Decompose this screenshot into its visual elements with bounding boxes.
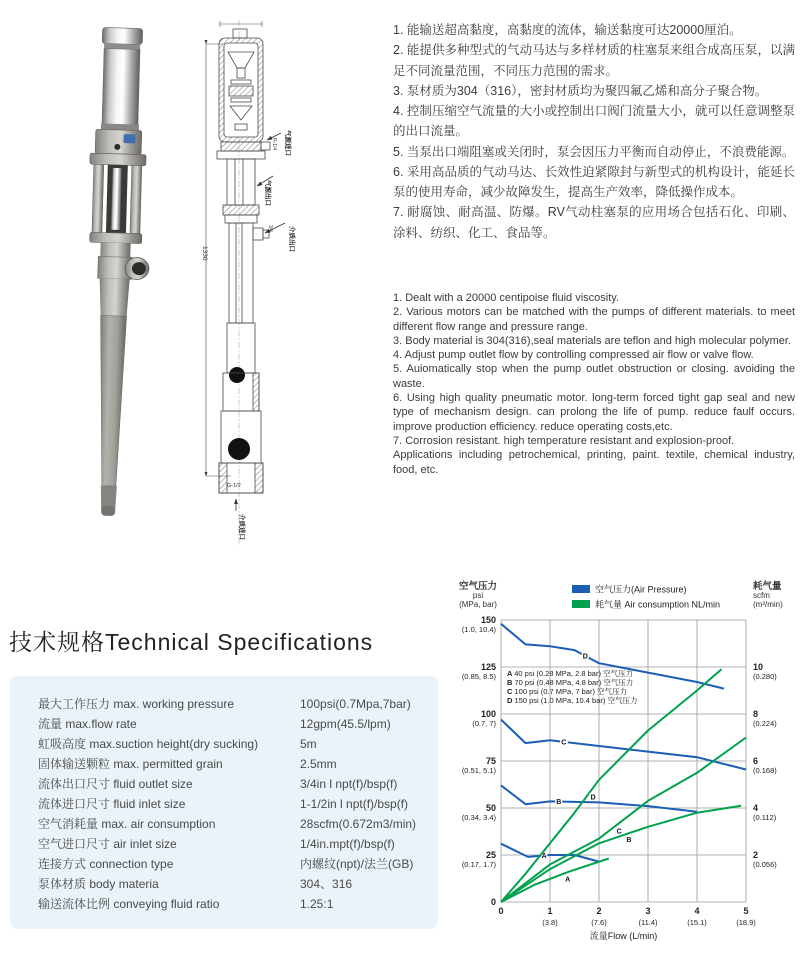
y-left-axis-title: psi: [472, 591, 484, 600]
feature-item: 5. Auiomatically stop when the pump outlet obstruction or closing. avoiding the waste.: [393, 363, 795, 390]
spec-label: 连接方式 connection type: [38, 857, 174, 871]
feature-item: 1. 能输送超高黏度，高黏度的流体，输送黏度可达20000厘泊。: [393, 23, 742, 37]
x-tick-sub: (18.9): [736, 918, 756, 927]
pump-photo: [58, 16, 208, 521]
pump-photo-art: [80, 27, 156, 517]
spec-row: [10, 814, 438, 834]
annotation-line: D 150 psi (1.0 MPa, 10.4 bar) 空气压力: [507, 696, 638, 705]
spec-row: [10, 774, 438, 794]
y-right-axis-title: 耗气量: [753, 581, 782, 592]
feature-item: 6. 采用高品质的气动马达、长效性迫紧隙封与新型式的机构设计，能延长泵的使用寿命，减少故障发生，提高生产效率，降低操作成本。: [393, 164, 795, 199]
spec-value: 1/4in.mpt(f)/bsp(f): [300, 837, 395, 851]
y-right-axis-title: (m³/min): [753, 600, 783, 609]
y-left-tick-sub: (0.17, 1.7): [461, 860, 496, 869]
spec-row: [10, 714, 438, 734]
curve-label-air_consumption-D: D: [590, 794, 596, 802]
y-right-tick: 4: [753, 803, 759, 813]
curve-label-air_pressure-D: D: [582, 653, 588, 661]
y-left-tick: 100: [480, 709, 496, 719]
feature-item: 3. 泵材质为304（316），密封材质均为聚四氟乙烯和高分子聚合物。: [393, 83, 768, 98]
fluid-outlet-size-label: 3/4: [267, 225, 273, 232]
y-right-tick: 10: [753, 662, 764, 672]
spec-label: 泵体材质 body materia: [38, 877, 159, 891]
pump-technical-drawing: [193, 6, 353, 554]
spec-value: 内螺纹(npt)/法兰(GB): [300, 857, 414, 871]
y-left-tick: 0: [490, 897, 496, 907]
x-tick: 5: [743, 906, 749, 916]
spec-label: 固体输送颗粒 max. permitted grain: [38, 757, 223, 771]
curve-air_pressure-C: [501, 720, 746, 770]
performance-chart: [445, 575, 800, 961]
legend-label: 耗气量 Air consumption NL/min: [595, 599, 721, 610]
curve-label-air_pressure-C: C: [561, 739, 567, 747]
y-left-axis-title: 空气压力: [458, 581, 498, 592]
y-left-tick: 125: [480, 662, 496, 672]
spec-label: 输送流体比例 conveying fluid ratio: [38, 897, 220, 911]
x-tick-sub: (3.8): [542, 918, 558, 927]
annotation-line: B 70 psi (0.48 MPa, 4.8 bar) 空气压力: [507, 678, 634, 687]
spec-label: 流量 max.flow rate: [38, 717, 137, 731]
y-left-tick: 150: [480, 615, 496, 625]
x-tick: 2: [596, 906, 602, 916]
y-left-tick-sub: (0.51, 5.1): [461, 766, 496, 775]
spec-value: 100psi(0.7Mpa,7bar): [300, 697, 411, 711]
feature-item: 5. 当泵出口端阻塞或关闭时，泵会因压力平衡而自动停止，不浪费能源。: [393, 144, 795, 159]
spec-label: 流体出口尺寸 fluid outlet size: [38, 777, 193, 791]
spec-section-title: [9, 624, 373, 657]
x-tick: 1: [547, 906, 553, 916]
x-axis-title: 流量Flow (L/min): [589, 931, 658, 941]
feature-item: 4. 控制压缩空气流量的大小或控制出口阀门流量大小，就可以任意调整泵的出口流量。: [393, 104, 795, 139]
curve-label-air_pressure-B: B: [556, 799, 562, 807]
dim-height-label: 1330: [201, 246, 208, 261]
spec-value: 5m: [300, 737, 317, 751]
y-left-tick-sub: (0.7, 7): [472, 719, 496, 728]
y-left-tick-sub: (1.0, 10.4): [461, 625, 496, 634]
x-tick: 3: [645, 906, 651, 916]
air-fitting: [123, 134, 135, 143]
feature-item: 6. Using high quality pneumatic motor. long-term forced tight gap seal and new type of mechanism design. can prolong the life of pump. reduce faulf occurs. improve production efficiency. reduce operating costs,etc.: [393, 392, 795, 433]
y-right-axis-title: scfm: [753, 591, 770, 600]
spec-label: 虹吸高度 max.suction height(dry sucking): [38, 737, 259, 751]
spec-row: [10, 694, 438, 714]
y-left-tick: 75: [485, 756, 496, 766]
spec-value: 1-1/2in l npt(f)/bsp(f): [300, 797, 409, 811]
spec-row: [10, 734, 438, 754]
spec-row: [10, 794, 438, 814]
y-right-tick-sub: (0.224): [753, 719, 777, 728]
curve-label-air_consumption-A: A: [565, 876, 571, 884]
legend-swatch-air_pressure: [572, 585, 590, 593]
annotation-line: C 100 psi (0.7 MPa, 7 bar) 空气压力: [507, 687, 628, 696]
y-left-tick: 25: [485, 850, 496, 860]
spec-row: [10, 854, 438, 874]
y-right-tick-sub: (0.112): [753, 813, 777, 822]
feature-item: 7. 耐腐蚀、耐高温、防爆。RV气动柱塞泵的应用场合包括石化、印刷、涂料、纺织、化工、食品等。: [393, 205, 795, 240]
annotation-line: A 40 psi (0.28 MPa, 2.8 bar) 空气压力: [507, 669, 634, 678]
feature-item: 7. Corrosion resistant. high temperature resistant and explosion-proof.: [393, 434, 735, 447]
spec-row: [10, 894, 438, 914]
port-label-air-inlet: 气源进口: [284, 130, 291, 156]
spec-row: [10, 874, 438, 894]
spec-value: 304、316: [300, 877, 353, 891]
port-label-air-outlet: 气源出口: [264, 180, 271, 206]
port-label-fluid-outlet: 介质出口: [288, 226, 295, 252]
air-inlet-thread-label: R-1/4: [271, 138, 277, 151]
legend-label: 空气压力(Air Pressure): [595, 584, 687, 595]
x-tick: 0: [498, 906, 504, 916]
spec-value: 1.25:1: [300, 897, 334, 911]
spec-title-text: 技术规格Technical Specifications: [9, 629, 374, 655]
y-left-tick-sub: (0.85, 8.5): [461, 672, 496, 681]
port-label-fluid-inlet: 介质进口: [238, 514, 245, 540]
y-left-tick-sub: (0.34, 3.4): [461, 813, 496, 822]
spec-label: 空气消耗量 max. air consumption: [38, 817, 216, 831]
feature-item: 4. Adjust pump outlet flow by controlling compressed air flow or valve flow.: [393, 349, 754, 362]
curve-air_consumption-B: [501, 806, 741, 902]
curve-label-air_pressure-A: A: [541, 853, 547, 861]
spec-row: [10, 834, 438, 854]
y-right-tick-sub: (0.056): [753, 860, 777, 869]
fluid-inlet-thread-label: G-1/2: [227, 483, 241, 489]
spec-label: 流体进口尺寸 fluid inlet size: [38, 797, 186, 811]
y-right-tick-sub: (0.280): [753, 672, 777, 681]
spec-value: 28scfm(0.672m3/min): [300, 817, 417, 831]
feature-item: 2. 能提供多种型式的气动马达与多样材质的柱塞泵来组合成高压泵，以满足不同流量范围，不同压力范围的需求。: [393, 43, 795, 78]
curve-label-air_consumption-B: B: [626, 837, 632, 845]
curve-air_consumption-A: [501, 859, 609, 903]
y-right-tick: 8: [753, 709, 759, 719]
x-tick-sub: (11.4): [638, 918, 658, 927]
curve-label-air_consumption-C: C: [616, 828, 622, 836]
feature-item: 1. Dealt with a 20000 centipoise fluid viscosity.: [393, 292, 620, 304]
y-right-tick: 2: [753, 850, 759, 860]
feature-applications: Applications including petrochemical, printing, paint. textile, chemical industry, food, etc.: [393, 449, 795, 476]
x-tick-sub: (7.6): [591, 918, 607, 927]
feature-item: 3. Body material is 304(316),seal materials are teflon and high molecular polymer.: [393, 334, 792, 347]
features-list-english: [393, 291, 795, 477]
y-right-tick-sub: (0.168): [753, 766, 777, 775]
spec-value: 2.5mm: [300, 757, 337, 771]
spec-label: 空气进口尺寸 air inlet size: [38, 837, 177, 851]
spec-value: 12gpm(45.5/lpm): [300, 717, 391, 731]
spec-row: [10, 754, 438, 774]
y-left-tick: 50: [485, 803, 496, 813]
x-tick: 4: [694, 906, 700, 916]
y-right-tick: 6: [753, 756, 759, 766]
y-left-axis-title: (MPa, bar): [459, 600, 497, 609]
spec-label: 最大工作压力 max. working pressure: [38, 697, 235, 711]
spec-value: 3/4in l npt(f)/bsp(f): [300, 777, 398, 791]
features-list-chinese: [393, 20, 795, 243]
legend-swatch-air_consumption: [572, 600, 590, 608]
x-tick-sub: (15.1): [687, 918, 707, 927]
spec-table: [10, 676, 438, 929]
feature-item: 2. Various motors can be matched with the pumps of different materials. to meet different flow range and pressure range.: [393, 306, 795, 333]
